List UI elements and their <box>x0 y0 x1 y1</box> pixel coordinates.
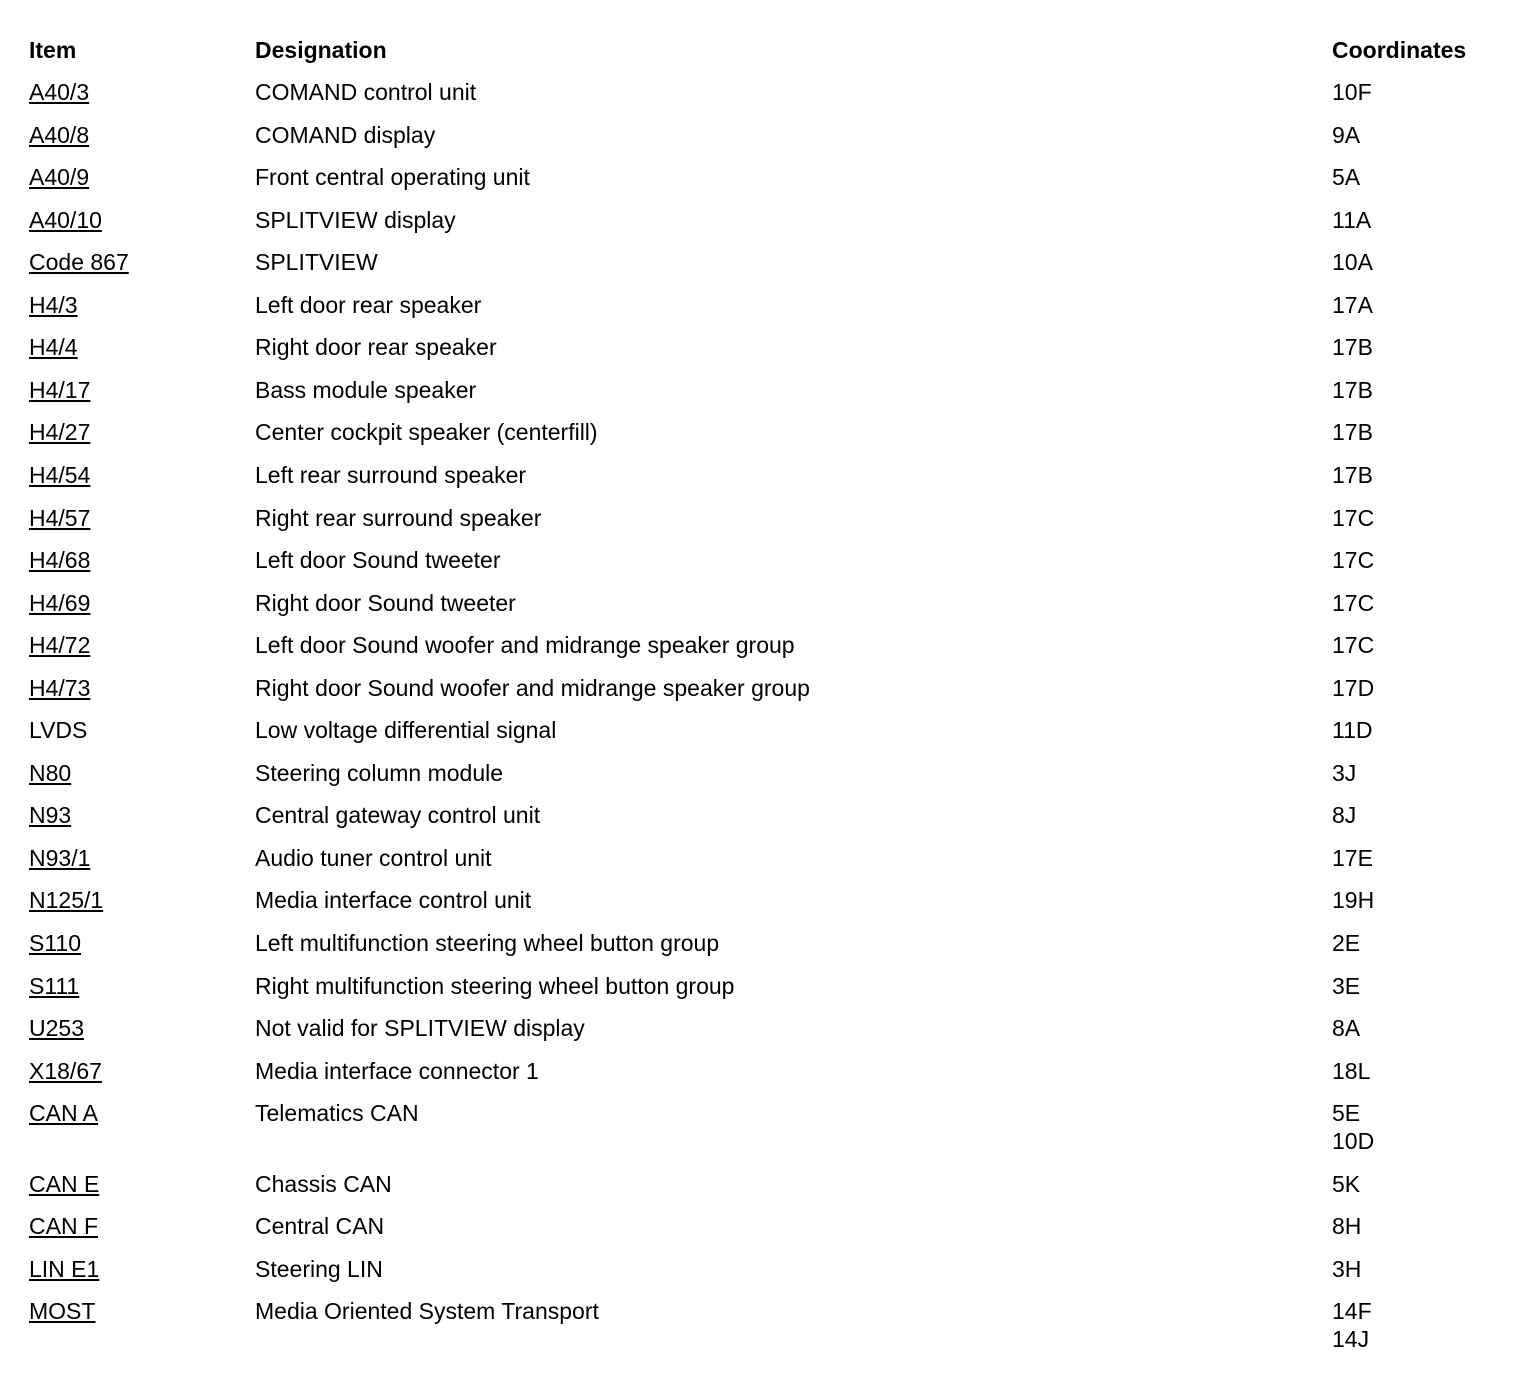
item-cell <box>29 716 239 744</box>
item-cell <box>29 504 239 532</box>
coordinate-value: 5A <box>1332 164 1361 191</box>
item-link[interactable]: S110 <box>29 930 82 956</box>
coordinates-cell <box>1332 1170 1522 1198</box>
item-link[interactable]: Code 867 <box>29 249 129 276</box>
designation-cell: Left rear surround speaker <box>255 461 527 488</box>
coordinate-value: 19H <box>1332 887 1375 914</box>
coordinates-cell <box>1332 78 1522 106</box>
designation-cell: Audio tuner control unit <box>255 844 492 871</box>
item-cell <box>29 418 239 446</box>
designation-cell: Left multifunction steering wheel button group <box>255 930 720 956</box>
designation-cell: COMAND display <box>255 121 436 148</box>
coordinates-cell <box>1332 163 1522 191</box>
item-cell <box>29 1297 239 1325</box>
item-cell <box>29 759 239 787</box>
designation-cell: Left door Sound tweeter <box>255 547 501 574</box>
coordinate-value: 14F <box>1332 1298 1372 1325</box>
item-label: LVDS <box>29 717 88 744</box>
item-link[interactable]: H4/54 <box>29 461 91 488</box>
coordinate-value: 8A <box>1332 1015 1361 1042</box>
item-link[interactable]: H4/69 <box>29 589 91 616</box>
item-cell <box>29 1014 239 1042</box>
coordinate-value: 17C <box>1332 547 1375 574</box>
designation-cell: COMAND control unit <box>255 79 477 105</box>
item-link[interactable]: X18/67 <box>29 1057 102 1084</box>
item-cell <box>29 1099 239 1127</box>
item-link[interactable]: N93 <box>29 802 72 829</box>
coordinates-cell <box>1332 546 1522 574</box>
item-cell <box>29 844 239 872</box>
item-cell <box>29 333 239 361</box>
coordinate-value: 8J <box>1332 802 1357 829</box>
coordinates-cell <box>1332 844 1522 872</box>
designation-cell: Right door Sound woofer and midrange speaker group <box>255 674 810 701</box>
coordinates-cell <box>1332 504 1522 532</box>
coordinate-value: 17B <box>1332 419 1373 446</box>
designation-cell: Right door rear speaker <box>255 334 497 361</box>
designation-cell: Right multifunction steering wheel button group <box>255 972 735 999</box>
coordinate-value: 2E <box>1332 930 1361 956</box>
item-cell <box>29 248 239 276</box>
item-cell <box>29 589 239 617</box>
designation-cell: SPLITVIEW <box>255 249 378 276</box>
coordinate-value: 17C <box>1332 589 1375 616</box>
item-link[interactable]: S111 <box>29 972 80 999</box>
item-link[interactable]: A40/8 <box>29 121 90 148</box>
item-link[interactable]: A40/3 <box>29 79 90 105</box>
coordinate-value: 17C <box>1332 504 1375 531</box>
item-link[interactable]: H4/3 <box>29 291 78 318</box>
item-link[interactable]: H4/57 <box>29 504 91 531</box>
coordinates-cell <box>1332 972 1522 1000</box>
designation-cell: Central CAN <box>255 1213 385 1240</box>
designation-cell: Front central operating unit <box>255 164 530 191</box>
designation-cell: Steering LIN <box>255 1255 383 1282</box>
coordinate-value: 10A <box>1332 249 1373 276</box>
item-link[interactable]: CAN E <box>29 1170 100 1197</box>
item-cell <box>29 674 239 702</box>
coordinate-value: 3H <box>1332 1255 1362 1282</box>
item-link[interactable]: LIN E1 <box>29 1255 100 1282</box>
coordinate-value: 17D <box>1332 674 1375 701</box>
item-link[interactable]: A40/10 <box>29 206 102 233</box>
coordinates-cell <box>1332 1297 1522 1353</box>
coordinates-cell <box>1332 886 1522 914</box>
designation-cell: Steering column module <box>255 759 504 786</box>
item-link[interactable]: H4/17 <box>29 376 91 403</box>
coordinate-value: 17B <box>1332 376 1373 403</box>
item-cell <box>29 801 239 829</box>
coordinates-cell <box>1332 631 1522 659</box>
designation-cell: SPLITVIEW display <box>255 206 456 233</box>
item-link[interactable]: H4/72 <box>29 632 91 659</box>
coordinate-value: 9A <box>1332 121 1361 148</box>
designation-cell: Chassis CAN <box>255 1170 392 1197</box>
item-cell <box>29 291 239 319</box>
coordinates-cell <box>1332 461 1522 489</box>
coordinates-cell <box>1332 206 1522 234</box>
coordinate-value: 3E <box>1332 972 1361 999</box>
item-cell <box>29 121 239 149</box>
item-cell <box>29 972 239 1000</box>
item-cell <box>29 78 239 106</box>
designation-cell: Right door Sound tweeter <box>255 589 516 616</box>
header-item: Item <box>29 37 77 63</box>
coordinate-value: 17B <box>1332 461 1373 488</box>
designation-cell: Central gateway control unit <box>255 802 541 829</box>
item-cell <box>29 631 239 659</box>
designation-cell: Right rear surround speaker <box>255 504 542 531</box>
coordinates-cell <box>1332 589 1522 617</box>
designation-cell: Left door Sound woofer and midrange speaker group <box>255 632 795 659</box>
coordinates-cell <box>1332 929 1522 957</box>
item-link[interactable]: CAN F <box>29 1213 98 1240</box>
coordinate-value: 14J <box>1332 1326 1370 1353</box>
designation-cell: Media interface connector 1 <box>255 1057 539 1084</box>
coordinate-value: 17A <box>1332 291 1373 318</box>
item-cell <box>29 1255 239 1283</box>
coordinate-value: 10F <box>1332 79 1372 105</box>
designation-cell: Not valid for SPLITVIEW display <box>255 1015 585 1042</box>
coordinates-cell <box>1332 1014 1522 1042</box>
coordinates-cell <box>1332 716 1522 744</box>
designation-cell: Center cockpit speaker (centerfill) <box>255 419 598 446</box>
item-link[interactable]: H4/68 <box>29 547 91 574</box>
item-cell <box>29 376 239 404</box>
coordinates-cell <box>1332 674 1522 702</box>
coordinates-cell <box>1332 1212 1522 1240</box>
item-link[interactable]: A40/9 <box>29 164 90 191</box>
item-cell <box>29 546 239 574</box>
item-link[interactable]: U253 <box>29 1015 84 1042</box>
item-cell <box>29 1057 239 1085</box>
item-cell <box>29 1170 239 1198</box>
coordinate-value: 5E <box>1332 1100 1361 1127</box>
coordinate-value: 8H <box>1332 1213 1362 1240</box>
designation-cell: Media interface control unit <box>255 887 532 914</box>
item-link[interactable]: N125/1 <box>29 887 104 914</box>
item-link[interactable]: N80 <box>29 759 72 786</box>
coordinates-cell <box>1332 291 1522 319</box>
designation-cell: Media Oriented System Transport <box>255 1298 599 1325</box>
coordinate-value: 17B <box>1332 334 1373 361</box>
coordinate-value: 5K <box>1332 1170 1361 1197</box>
coordinates-cell <box>1332 333 1522 361</box>
item-link[interactable]: H4/27 <box>29 419 91 446</box>
coordinates-cell <box>1332 1099 1522 1155</box>
coordinate-value: 17C <box>1332 632 1375 659</box>
coordinates-cell <box>1332 1057 1522 1085</box>
coordinate-value: 18L <box>1332 1057 1371 1084</box>
designation-cell: Left door rear speaker <box>255 291 482 318</box>
header-designation: Designation <box>255 37 387 63</box>
item-link[interactable]: H4/73 <box>29 674 91 701</box>
coordinates-cell <box>1332 801 1522 829</box>
coordinate-value: 11A <box>1332 206 1372 233</box>
designation-cell: Telematics CAN <box>255 1100 419 1127</box>
item-cell <box>29 1212 239 1240</box>
coordinate-value: 10D <box>1332 1128 1375 1155</box>
coordinates-cell <box>1332 121 1522 149</box>
item-link[interactable]: H4/4 <box>29 334 78 361</box>
coordinates-cell <box>1332 1255 1522 1283</box>
designation-cell: Bass module speaker <box>255 376 477 403</box>
coordinate-value: 17E <box>1332 844 1373 871</box>
coordinate-value: 11D <box>1332 717 1373 744</box>
item-cell <box>29 163 239 191</box>
item-link[interactable]: CAN A <box>29 1100 99 1127</box>
coordinates-cell <box>1332 418 1522 446</box>
coordinates-cell <box>1332 376 1522 404</box>
item-cell <box>29 929 239 957</box>
coordinates-cell <box>1332 759 1522 787</box>
item-cell <box>29 206 239 234</box>
item-cell <box>29 461 239 489</box>
coordinates-cell <box>1332 248 1522 276</box>
item-link[interactable]: MOST <box>29 1298 96 1325</box>
header-coordinates: Coordinates <box>1332 37 1467 63</box>
coordinate-value: 3J <box>1332 759 1357 786</box>
item-cell <box>29 886 239 914</box>
designation-cell: Low voltage differential signal <box>255 717 557 744</box>
item-link[interactable]: N93/1 <box>29 844 91 871</box>
